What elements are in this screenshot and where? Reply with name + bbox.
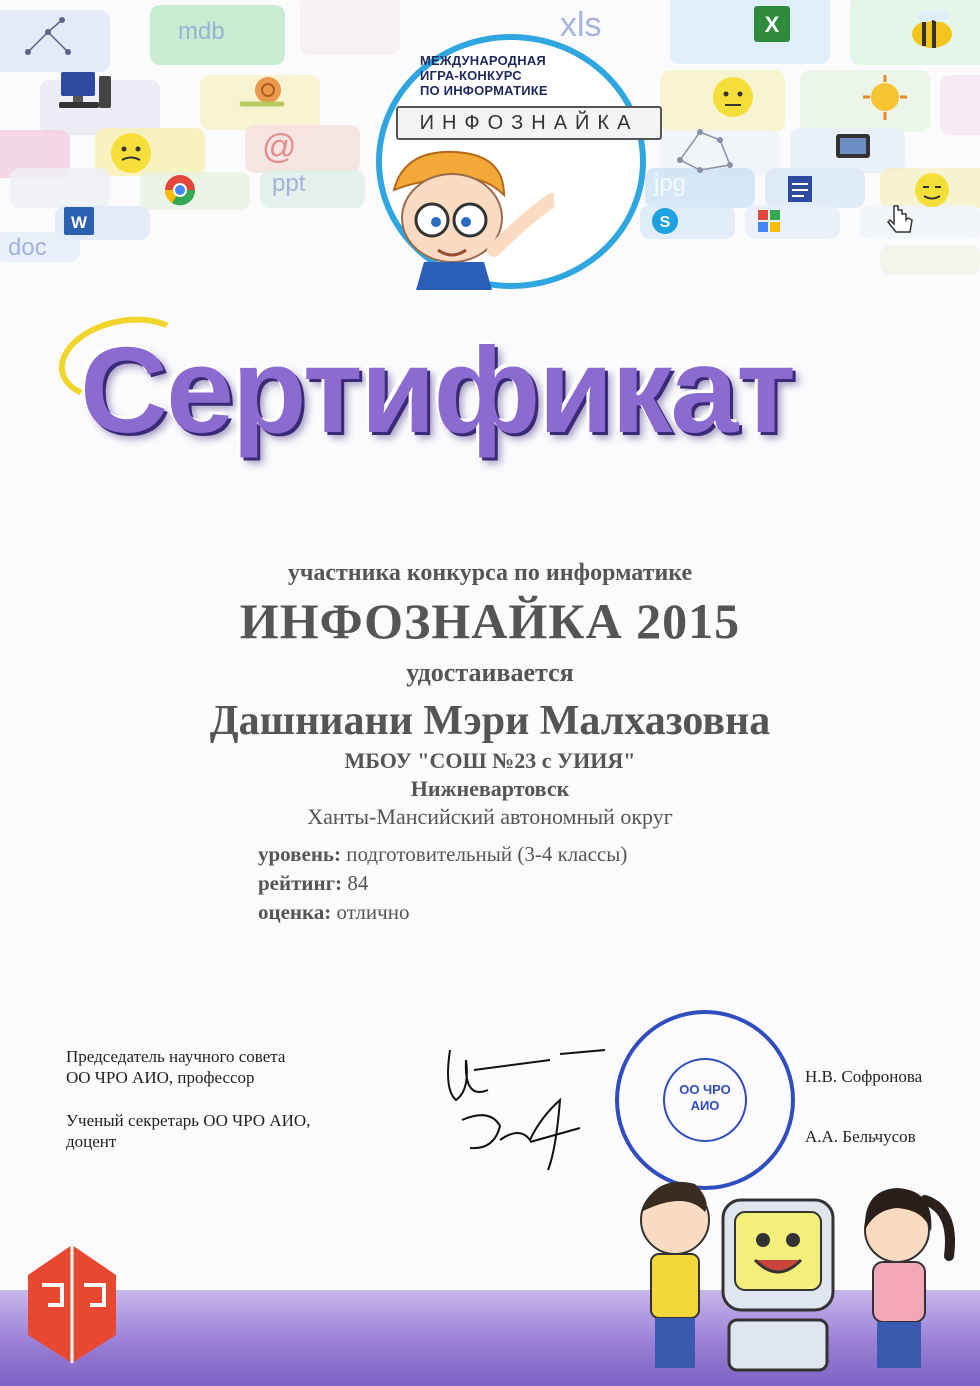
svg-text:X: X xyxy=(764,12,780,37)
tile xyxy=(940,75,980,135)
chrome-icon xyxy=(150,172,210,208)
snail-icon xyxy=(238,72,288,112)
secretary-name: А.А. Бельчусов xyxy=(805,1127,916,1146)
tile-label-jpg: jpg xyxy=(654,170,687,197)
result-details xyxy=(258,840,627,927)
sun-figure-icon xyxy=(850,70,920,125)
secretary-title-line-1: Ученый секретарь ОО ЧРО АИО, xyxy=(66,1111,311,1130)
school-name: МБОУ "СОШ №23 с УИИЯ" xyxy=(344,748,636,773)
level-label: уровень: xyxy=(258,842,342,866)
cursor-hand-icon xyxy=(880,200,920,236)
secretary-title-line-2: доцент xyxy=(66,1132,117,1151)
handwritten-signatures-icon xyxy=(430,1030,620,1180)
tile xyxy=(300,0,400,55)
grade-label: оценка: xyxy=(258,900,332,924)
smiley-icon xyxy=(710,74,756,120)
level-value: подготовительный (3-4 классы) xyxy=(346,842,628,866)
tile-label-doc: doc xyxy=(8,234,47,261)
tile xyxy=(880,245,980,275)
rating-row xyxy=(258,869,627,898)
graph-doodle-icon xyxy=(670,120,740,175)
notepad-icon xyxy=(780,172,820,206)
certificate-subtitle: участника конкурса по информатике xyxy=(287,560,693,586)
stamp-center-line-2: АИО xyxy=(690,1098,720,1113)
tree-doodle-icon xyxy=(18,12,88,62)
svg-text:W: W xyxy=(70,213,88,232)
certificate-title: Сертификат xyxy=(80,322,795,458)
stamp-center-line-1: ОО ЧРО xyxy=(679,1082,731,1097)
excel-icon xyxy=(750,2,794,46)
organization-logo-icon xyxy=(18,1215,126,1365)
tile-label-at: @ xyxy=(262,128,297,166)
computer-icon xyxy=(55,70,115,115)
cartoon-children-computer-icon xyxy=(625,1160,980,1386)
word-icon xyxy=(60,205,100,237)
phone-icon xyxy=(830,130,876,164)
smiley-icon xyxy=(108,130,154,176)
region-name: Ханты-Мансийский автономный округ xyxy=(307,804,673,829)
tile xyxy=(10,168,110,208)
logo-line-2: ИГРА-КОНКУРС xyxy=(420,68,522,83)
tile-label-ppt: ppt xyxy=(272,170,306,197)
tile-label-xls: xls xyxy=(560,6,602,44)
cartoon-boy-mascot-icon xyxy=(374,140,554,290)
rating-value: 84 xyxy=(347,871,369,895)
grade-row xyxy=(258,898,627,927)
stamp-center-text xyxy=(619,1082,791,1114)
city-name: Нижневартовск xyxy=(410,776,570,801)
skype-icon xyxy=(648,205,682,237)
rating-label: рейтинг: xyxy=(258,871,343,895)
logo-line-1: МЕЖДУНАРОДНАЯ xyxy=(420,53,546,68)
svg-text:S: S xyxy=(659,214,671,231)
awarded-text: удостаивается xyxy=(406,658,574,687)
bee-icon xyxy=(900,2,960,57)
chair-name: Н.В. Софронова xyxy=(805,1067,923,1086)
contest-name: ИНФОЗНАЙКА 2015 xyxy=(239,593,741,649)
recipient-name: Дашниани Мэри Малхазовна xyxy=(209,698,771,744)
tile-label-mdb: mdb xyxy=(178,18,225,45)
tile xyxy=(860,205,980,239)
secretary-title xyxy=(66,1110,310,1152)
logo-name-plate: ИНФОЗНАЙКА xyxy=(396,106,662,140)
logo-line-3: ПО ИНФОРМАТИКЕ xyxy=(420,83,548,98)
chair-title xyxy=(66,1046,285,1088)
windows-icon xyxy=(752,206,786,236)
grade-value: отлично xyxy=(336,900,410,924)
level-row xyxy=(258,840,627,869)
chair-title-line-1: Председатель научного совета xyxy=(66,1047,286,1066)
chair-title-line-2: ОО ЧРО АИО, профессор xyxy=(66,1068,255,1087)
